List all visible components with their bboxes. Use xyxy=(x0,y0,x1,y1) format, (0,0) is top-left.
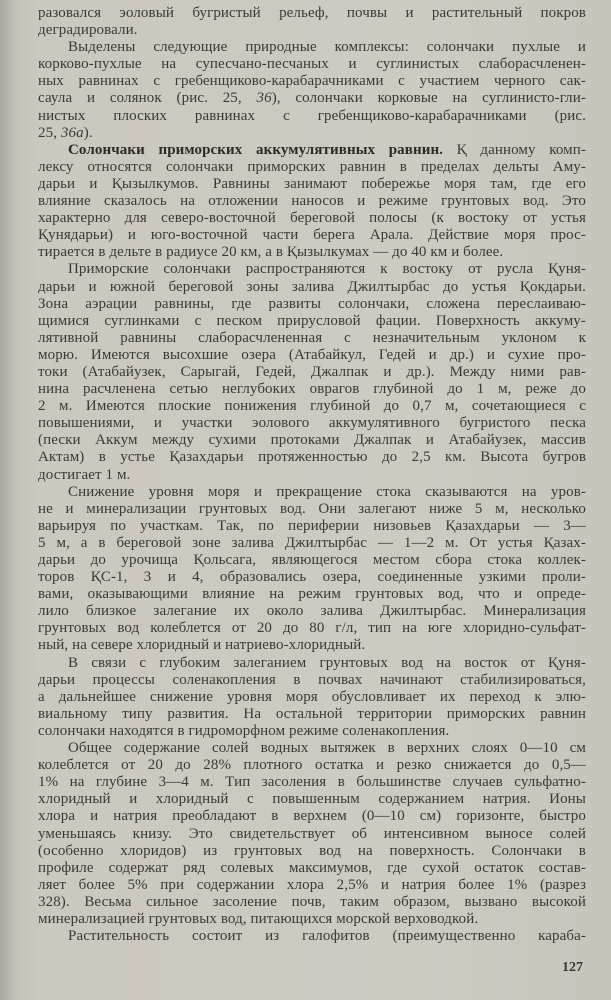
text-line: грунтовых вод колеблется от 20 до 80 г/л, тип на юге хлоридно-сульфат- xyxy=(38,620,586,637)
section-heading: Солончаки приморских аккумулятивных равнин. xyxy=(68,141,444,158)
text-line: лексу относятся солончаки приморских равнин в пределах дельты Аму- xyxy=(38,158,586,175)
text-line: торов ҚС-1, 3 и 4, образовались озера, соединенные узкими проли- xyxy=(38,569,586,586)
text-line: не и минерализации грунтовых вод. Они залегают ниже 5 м, несколько xyxy=(38,500,586,517)
text-line: достигает 1 м. xyxy=(38,466,131,483)
paragraph xyxy=(38,655,586,740)
text-line: дарьи процессы соленакопления в почвах начинают стабилизироваться, xyxy=(38,671,586,688)
text-line: Общее содержание солей водных вытяжек в верхних слоях 0—10 см xyxy=(68,740,586,757)
text-line: нина расчленена сетью неглубоких оврагов глубиной до 1 м, реже до xyxy=(38,381,586,398)
text-line: Растительность состоит из галофитов (преимущественно караба- xyxy=(68,928,586,945)
paragraph xyxy=(38,740,586,928)
book-page-text xyxy=(38,5,586,945)
text-line: Зона аэрации равнины, где развиты солончаки, сложена переслаиваю- xyxy=(38,295,586,312)
text-line xyxy=(38,90,586,107)
text-line: влияние сказалось на отложении наносов и режиме грунтовых вод. Это xyxy=(38,193,586,210)
text-line: Выделены следующие природные комплексы: солончаки пухлые и xyxy=(68,39,586,56)
paragraph xyxy=(38,484,586,655)
text-line: варьируя по участкам. Так, по периферии низовьев Қазахдарьи — 3— xyxy=(38,517,586,534)
text-line: а дальнейшее снижение уровня моря обусловливает их переход к элю- xyxy=(38,688,586,705)
figure-reference: 36а xyxy=(60,124,84,141)
paragraph xyxy=(38,5,586,39)
page-number: 127 xyxy=(562,960,583,975)
text-line: щимися суглинками с песком прирусловой фации. Поверхность аккуму- xyxy=(38,312,586,329)
text-line: ляет более 5% при содержании хлора 2,5% и натрия более 1% (разрез xyxy=(38,876,586,893)
text-line: 5 м, а в береговой зоне залива Джилтырбас — 1—2 м. От устья Қазах- xyxy=(38,534,586,551)
text-line: токи (Атабайузек, Сарыгай, Гедей, Джалпак и др.). Между ними рав- xyxy=(38,363,586,380)
text-line: хлора и натрия преобладают в верхнем (0—10 см) горизонте, быстро xyxy=(38,808,586,825)
text-segment: Қ данному комп- xyxy=(443,141,586,158)
paragraph xyxy=(38,142,586,262)
figure-reference: 36 xyxy=(256,90,272,107)
text-line: дарьи до урочища Қольсага, являющегося местом сбора стока коллек- xyxy=(38,552,586,568)
text-line: ный, на севере хлоридный и натриево-хлоридный. xyxy=(38,637,366,654)
text-line: тирается в дельте в радиусе 20 км, а в Қызылкумах — до 40 км и более. xyxy=(38,244,504,261)
text-line: дарьи и южной береговой зоны залива Джилтырбас до устья Қокдарьи. xyxy=(38,278,586,295)
text-line: уменьшаясь книзу. Это свидетельствует об интенсивном выносе солей xyxy=(38,825,586,842)
text-line: Актам) в устье Қазахдарьи протяженностью до 2,5 км. Высота бугров xyxy=(38,449,586,466)
text-line: солончаки находятся в гидроморфном режиме соленакопления. xyxy=(38,722,450,739)
text-line: лятивной равнины слаборасчлененная с незначительным уклоном к xyxy=(38,329,586,346)
paragraph xyxy=(38,928,586,945)
text-line: морю. Имеются высохшие озера (Атабайкул, Гедей и др.) и сухие про- xyxy=(38,346,586,363)
text-line: 328). Весьма сильное засоление почв, таким образом, вызвано высокой xyxy=(38,893,586,910)
text-line: вами, оказывающими влияние на режим грунтовых вод, что и опреде- xyxy=(38,586,586,603)
text-line: деградировали. xyxy=(38,22,138,39)
text-line xyxy=(38,142,586,159)
text-line: корково-пухлые на супесчано-песчаных и суглинистых слаборасчленен- xyxy=(38,56,586,73)
paragraph xyxy=(38,261,586,483)
text-line: повышениями, и участки эолового аккумулятивного бугристого песка xyxy=(38,415,586,432)
text-line: хлоридный и хлоридный с повышенным содержанием натрия. Ионы xyxy=(38,791,586,808)
text-line: Приморские солончаки распространяются к востоку от русла Қуня- xyxy=(68,261,586,278)
text-line: разовался эоловый бугристый рельеф, почвы и растительный покров xyxy=(38,5,586,21)
text-line: (особенно хлоридов) из грунтовых вод на поверхность. Солончаки в xyxy=(38,842,586,859)
text-segment: саула и солянок (рис. 25, xyxy=(38,90,257,107)
text-line: дарьи и Қызылкумов. Равнины занимают побережье моря там, где его xyxy=(38,175,586,192)
paragraph xyxy=(38,39,586,142)
text-line: Қунядарьи) и юго-восточной части берега Арала. Действие моря прос- xyxy=(38,227,586,244)
text-line: 2 м. Имеются плоские понижения глубиной до 0,7 м, сочетающиеся с xyxy=(38,398,586,415)
text-line xyxy=(38,125,586,142)
text-line: профиле содержат ряд солевых максимумов, где сухой остаток состав- xyxy=(38,859,586,876)
text-line: ных равнинах с гребенщиково-карабарачниками с участием черного сак- xyxy=(38,73,586,90)
text-line: лило близкое залегание их около залива Джилтырбас. Минерализация xyxy=(38,603,586,620)
text-line: характерно для северо-восточной береговой полосы (к востоку от устья xyxy=(38,210,586,227)
text-line: нистых плоских равнинах с гребенщиково-карабарачниками (рис. xyxy=(38,107,586,124)
text-line: В связи с глубоким залеганием грунтовых вод на восток от Қуня- xyxy=(68,654,586,671)
text-line: колеблется от 20 до 28% плотного остатка и резко снижается до 0,5— xyxy=(38,757,586,774)
text-line: Снижение уровня моря и прекращение стока сказываются на уров- xyxy=(68,483,586,500)
text-segment: ). xyxy=(83,124,93,141)
text-segment: ), солончаки корковые на суглинисто-гли- xyxy=(271,90,586,107)
text-line: (пески Аккум между сухими протоками Джалпак и Атабайузек, массив xyxy=(38,432,586,449)
text-line: минерализацией грунтовых вод, питающихся морской верховодкой. xyxy=(38,910,479,927)
text-line: 1% на глубине 3—4 м. Тип засоления в большинстве случаев сульфатно- xyxy=(38,774,586,791)
text-line: виальному типу развития. На остальной территории приморских равнин xyxy=(38,705,586,722)
text-segment: 25, xyxy=(38,124,61,141)
